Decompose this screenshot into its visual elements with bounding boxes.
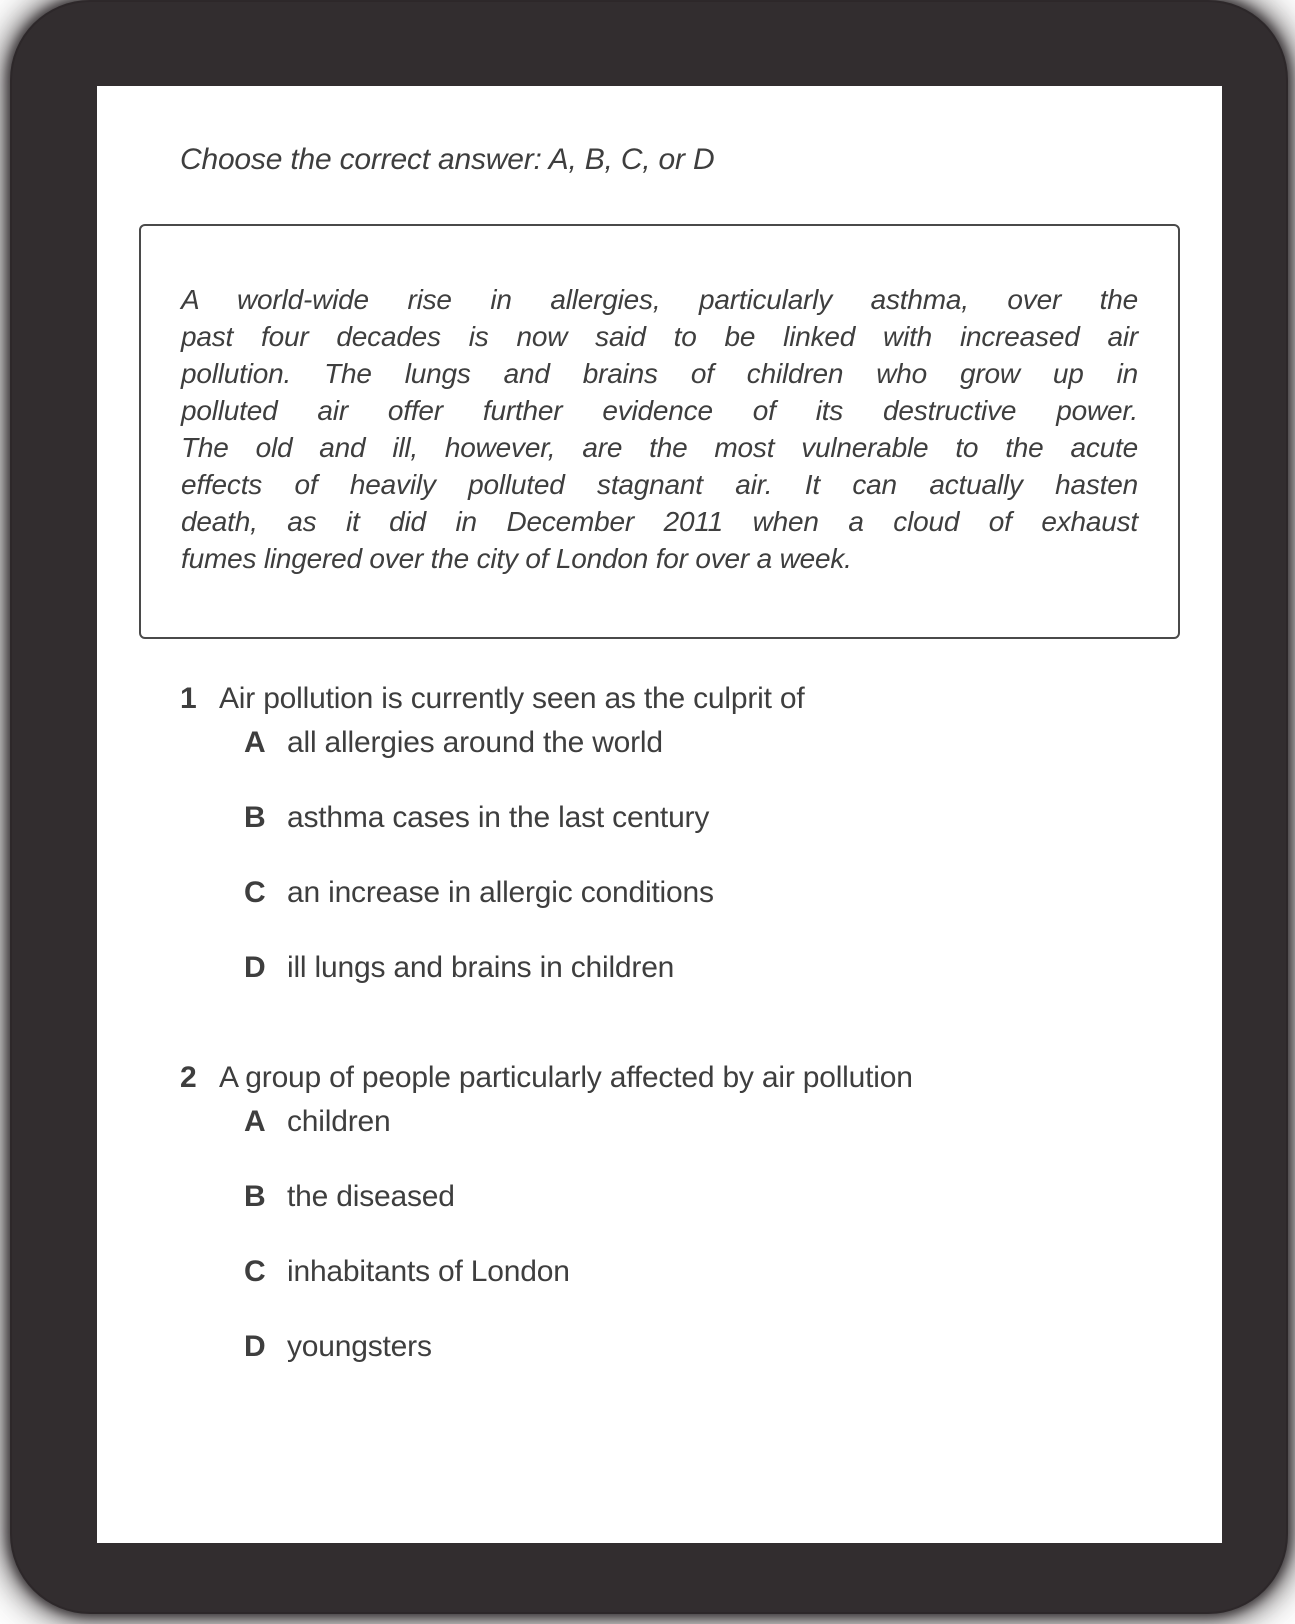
question-2: [97, 1056, 1222, 1369]
question-row: [180, 1056, 1222, 1100]
question-number: 1: [180, 682, 197, 715]
worksheet-page: [97, 86, 1222, 1543]
option-letter: B: [244, 801, 266, 834]
instruction-text: Choose the correct answer: A, B, C, or D: [180, 143, 715, 176]
option-2-c[interactable]: [244, 1250, 1222, 1294]
option-letter: C: [244, 876, 266, 909]
option-letter: C: [244, 1255, 266, 1288]
option-text: asthma cases in the last century: [287, 801, 710, 834]
passage-line: past four decades is now said to be linked with increased air: [181, 321, 1138, 352]
option-1-d[interactable]: [244, 946, 1222, 990]
option-text: ill lungs and brains in children: [287, 951, 675, 984]
passage-line: polluted air offer further evidence of its destructive power.: [181, 395, 1138, 426]
option-text: children: [287, 1105, 391, 1138]
option-text: the diseased: [287, 1180, 455, 1213]
question-text: A group of people particularly affected by air pollution: [219, 1061, 913, 1094]
question-1: [97, 677, 1222, 990]
question-text: Air pollution is currently seen as the culprit of: [219, 682, 805, 715]
option-letter: B: [244, 1180, 266, 1213]
option-text: an increase in allergic conditions: [287, 876, 714, 909]
question-number: 2: [180, 1061, 197, 1094]
option-letter: D: [244, 951, 266, 984]
passage-box: [139, 224, 1180, 639]
option-letter: A: [244, 1105, 266, 1138]
passage-line: pollution. The lungs and brains of children who grow up in: [181, 358, 1138, 389]
option-2-d[interactable]: [244, 1325, 1222, 1369]
option-2-a[interactable]: [244, 1100, 1222, 1144]
option-text: youngsters: [287, 1330, 432, 1363]
option-letter: A: [244, 726, 266, 759]
option-1-a[interactable]: [244, 721, 1222, 765]
passage-line: A world-wide rise in allergies, particularly asthma, over the: [181, 284, 1138, 315]
option-text: all allergies around the world: [287, 726, 663, 759]
option-text: inhabitants of London: [287, 1255, 570, 1288]
passage-line: death, as it did in December 2011 when a cloud of exhaust: [181, 506, 1138, 537]
passage-line: fumes lingered over the city of London for over a week.: [181, 543, 852, 574]
passage-line: effects of heavily polluted stagnant air. It can actually hasten: [181, 469, 1138, 500]
passage-line: The old and ill, however, are the most vulnerable to the acute: [181, 432, 1138, 463]
tablet-frame: [12, 2, 1286, 1612]
option-2-b[interactable]: [244, 1175, 1222, 1219]
option-1-c[interactable]: [244, 871, 1222, 915]
option-letter: D: [244, 1330, 266, 1363]
question-row: [180, 677, 1222, 721]
option-1-b[interactable]: [244, 796, 1222, 840]
